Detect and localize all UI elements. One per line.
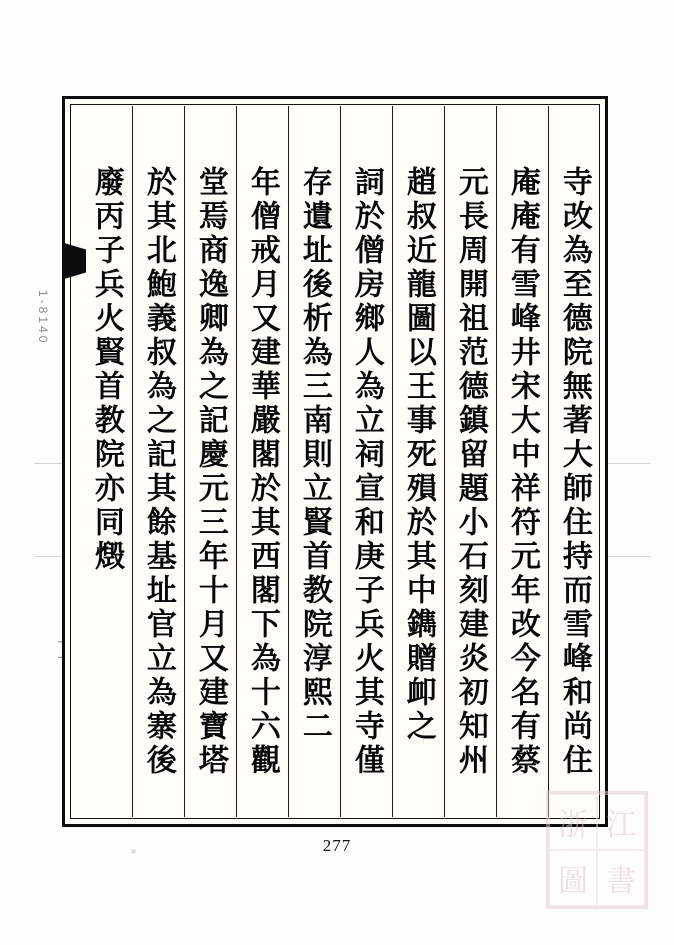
margin-code: 1-8140 bbox=[36, 290, 50, 346]
column-text: 存遺址後析為三南則立賢首教院淳熙二 bbox=[296, 166, 332, 744]
column-text: 庵庵有雪峰井宋大中祥符元年改今名有蔡 bbox=[504, 166, 540, 778]
column-text: 趙叔近龍圖以王事死殞於其中鐫贈卹之 bbox=[400, 166, 436, 744]
stamp-glyph: 書 bbox=[597, 850, 645, 906]
text-columns bbox=[70, 104, 600, 819]
text-column-9 bbox=[132, 104, 184, 819]
text-column-7 bbox=[236, 104, 288, 819]
text-column-4 bbox=[392, 104, 444, 819]
column-text: 元長周開祖范德鎮留題小石刻建炎初知州 bbox=[452, 166, 488, 778]
text-column-3 bbox=[444, 104, 496, 819]
text-column-1 bbox=[548, 104, 600, 819]
page-number: 277 bbox=[322, 836, 352, 855]
stamp-glyph: 浙 bbox=[549, 794, 597, 850]
text-column-5 bbox=[340, 104, 392, 819]
text-column-2 bbox=[496, 104, 548, 819]
text-column-8 bbox=[184, 104, 236, 819]
text-column-10 bbox=[80, 104, 132, 819]
column-text: 年僧戒月又建華嚴閣於其西閣下為十六觀 bbox=[244, 166, 280, 778]
text-column-6 bbox=[288, 104, 340, 819]
column-text: 於其北鮑義叔為之記其餘基址官立為寨後 bbox=[140, 166, 176, 778]
column-text: 廢丙子兵火賢首教院亦同燬 bbox=[88, 166, 124, 574]
column-text: 堂焉商逸卿為之記慶元三年十月又建寶塔 bbox=[192, 166, 228, 778]
column-text: 詞於僧房鄉人為立祠宣和庚子兵火其寺僅 bbox=[348, 166, 384, 778]
library-stamp bbox=[546, 791, 648, 909]
stamp-glyph: 圖 bbox=[549, 850, 597, 906]
column-text: 寺改為至德院無著大師住持而雪峰和尚住 bbox=[556, 166, 592, 778]
stamp-glyph: 江 bbox=[597, 794, 645, 850]
